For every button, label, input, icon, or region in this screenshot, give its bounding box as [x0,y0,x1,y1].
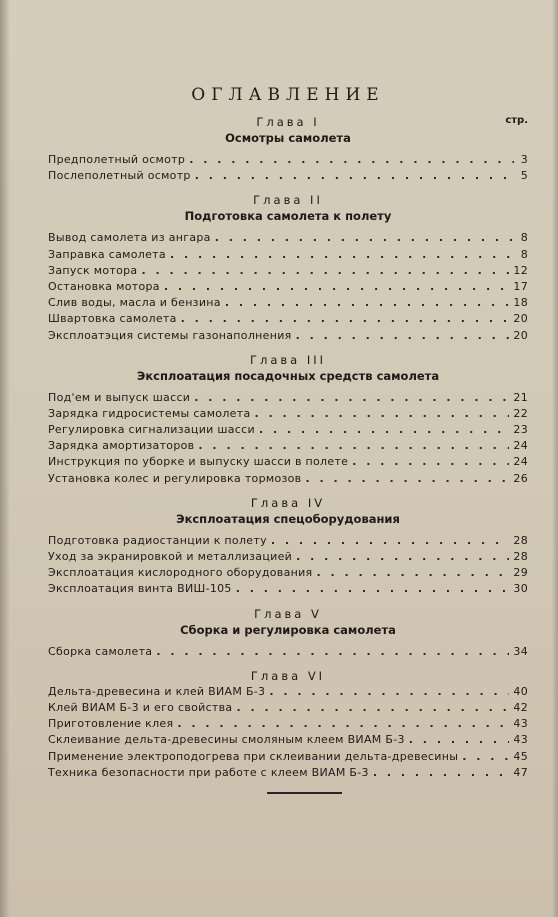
dot-leader [156,645,509,658]
entry-text: Регулировка сигнализации шасси [48,423,255,437]
entry-page-number: 30 [513,582,528,596]
dot-leader [269,685,509,698]
chapter-label: Глава III [249,352,327,367]
dot-leader [305,472,509,485]
dot-leader [236,701,509,714]
dot-leader [296,329,510,342]
chapter-block [48,353,528,488]
entry-page-number: 23 [513,423,528,437]
chapter-block [48,496,528,599]
chapter-block [48,115,528,185]
entry-text: Слив воды, масла и бензина [48,296,221,310]
chapter-title: Сборка и регулировка самолета [180,622,396,637]
toc-entry [48,169,528,185]
entry-page-number: 18 [513,296,528,310]
entry-page-number: 24 [513,439,528,453]
chapter-label: Глава V [254,606,322,621]
dot-leader [170,248,513,261]
toc-entry [48,550,528,566]
dot-leader [352,455,509,468]
entry-page-number: 24 [513,455,528,469]
chapter-title: Подготовка самолета к полету [184,209,392,224]
dot-leader [164,280,510,293]
dot-leader [373,766,510,779]
dot-leader [236,582,510,595]
dot-leader [215,231,515,244]
toc-entry [48,455,528,471]
entry-page-number: 3 [520,153,528,166]
toc-entry [48,472,528,488]
entry-page-number: 28 [513,550,528,563]
chapter-label: Глава II [253,193,323,208]
closing-rule [267,792,342,794]
entry-text: Предполетный осмотр [48,153,186,166]
entry-text: Швартовка самолета [48,312,177,326]
entry-list [48,391,528,488]
toc-entry [48,701,528,717]
entry-text: Зарядка гидросистемы самолета [48,406,251,420]
dot-leader [141,264,509,277]
entry-page-number: 34 [513,644,528,658]
page-edge-left [0,0,10,917]
toc-entry [48,312,528,328]
toc-entry [48,582,528,598]
entry-page-number: 43 [513,717,528,731]
toc-entry [48,750,528,766]
dot-leader [255,407,510,420]
table-of-contents [48,85,528,790]
chapter-label: Глава I [256,115,320,129]
page-column-label: стр. [505,115,528,126]
entry-page-number: 5 [520,169,528,183]
entry-page-number: 17 [513,279,528,293]
entry-page-number: 12 [513,263,528,277]
entry-page-number: 8 [520,247,528,261]
dot-leader [462,750,509,763]
dot-leader [271,534,510,547]
chapter-block [48,193,528,344]
entry-text: Эксплоатэция системы газонаполнения [48,328,292,342]
toc-entry [48,407,528,423]
toc-entry [48,766,528,782]
entry-text: Эксплоатация винта ВИШ-105 [48,582,232,596]
dot-leader [177,717,509,730]
dot-leader [409,733,510,746]
entry-page-number: 21 [513,390,528,404]
chapter-label: Глава IV [250,495,326,510]
entry-page-number: 28 [513,533,528,547]
entry-page-number: 20 [513,312,528,326]
chapter-title: Осмотры самолета [225,131,351,145]
entry-text: Остановка мотора [48,279,160,293]
chapter-list [48,115,528,782]
entry-page-number: 42 [513,700,528,714]
entry-page-number: 40 [513,684,528,698]
dot-leader [259,423,509,436]
entry-list [48,231,528,344]
toc-entry [48,248,528,264]
toc-entry [48,566,528,582]
chapter-title: Эксплоатация посадочных средств самолета [136,368,440,383]
entry-text: Запуск мотора [48,263,138,277]
entry-page-number: 43 [513,733,528,747]
toc-entry [48,153,528,169]
dot-leader [198,439,509,452]
entry-text: Инструкция по уборке и выпуску шасси в полете [48,455,349,469]
dot-leader [195,169,514,182]
chapter-title: Эксплоатация спецоборудования [176,511,400,526]
entry-text: Клей ВИАМ Б-3 и его свойства [48,700,233,714]
entry-page-number: 8 [520,231,528,245]
toc-entry [48,685,528,701]
entry-list [48,685,528,782]
page-edge-right [552,0,558,917]
entry-text: Под'ем и выпуск шасси [48,390,191,404]
dot-leader [189,153,514,166]
chapter-block [48,607,528,661]
toc-entry [48,280,528,296]
entry-text: Вывод самолета из ангара [48,231,211,245]
entry-text: Дельта-древесина и клей ВИАМ Б-3 [48,684,266,698]
entry-text: Сборка самолета [48,644,153,658]
entry-text: Подготовка радиостанции к полету [48,533,267,547]
entry-text: Уход за экранировкой и металлизацией [48,550,293,563]
toc-entry [48,534,528,550]
entry-page-number: 20 [513,328,528,342]
toc-entry [48,264,528,280]
dot-leader [316,566,509,579]
entry-text: Применение электроподогрева при склеивании дельта-древесины [48,749,459,763]
toc-entry [48,329,528,345]
dot-leader [225,296,510,309]
entry-text: Послеполетный осмотр [48,169,191,183]
chapter-label: Глава VI [250,668,326,683]
toc-entry [48,733,528,749]
entry-text: Техника безопасности при работе с клеем ВИАМ Б-3 [48,765,369,779]
dot-leader [296,550,509,563]
entry-page-number: 26 [513,471,528,485]
entry-text: Приготовление клея [48,717,174,731]
chapter-block [48,669,528,782]
dot-leader [181,312,510,325]
entry-page-number: 29 [513,566,528,580]
entry-list [48,153,528,185]
toc-entry [48,717,528,733]
toc-entry [48,439,528,455]
toc-entry [48,391,528,407]
toc-title: ОГЛАВЛЕНИЕ [191,85,385,105]
toc-entry [48,645,528,661]
entry-text: Заправка самолета [48,247,166,261]
entry-text: Установка колес и регулировка тормозов [48,471,302,485]
toc-entry [48,296,528,312]
entry-list [48,645,528,661]
entry-text: Зарядка амортизаторов [48,439,195,453]
toc-entry [48,423,528,439]
entry-list [48,534,528,599]
entry-text: Склеивание дельта-древесины смоляным клеем ВИАМ Б-3 [48,733,405,747]
entry-page-number: 47 [513,765,528,779]
dot-leader [194,391,509,404]
toc-entry [48,231,528,247]
entry-page-number: 22 [513,406,528,420]
entry-text: Эксплоатация кислородного оборудования [48,566,313,580]
entry-page-number: 45 [513,749,528,763]
